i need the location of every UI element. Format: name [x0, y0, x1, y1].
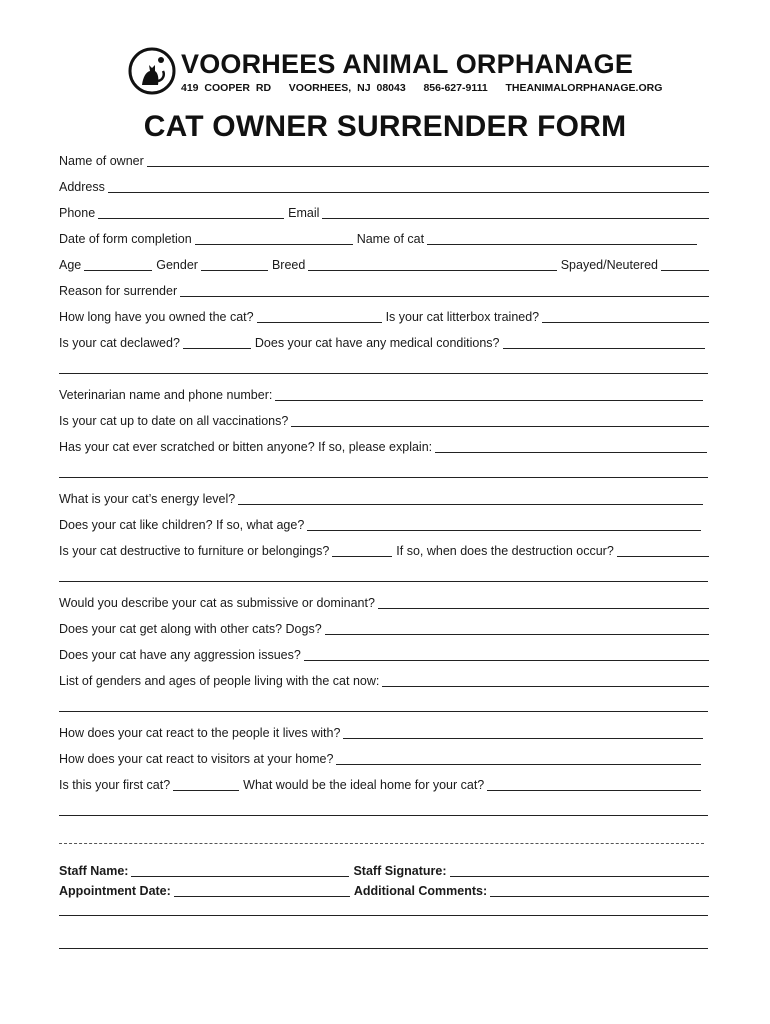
- aggression-label: Does your cat have any aggression issues?: [59, 648, 301, 662]
- date-catname-row: [59, 229, 709, 247]
- declawed-medical-row: [59, 333, 709, 351]
- children-row: [59, 515, 709, 533]
- first-cat-row: [59, 775, 709, 793]
- people-row: [59, 671, 709, 689]
- scratched-continuation-line[interactable]: [59, 477, 708, 478]
- medical-continuation-line[interactable]: [59, 373, 708, 374]
- medical-field[interactable]: [503, 336, 706, 349]
- comments-continuation-line-1[interactable]: [59, 915, 708, 916]
- age-label: Age: [59, 258, 82, 272]
- reason-field[interactable]: [180, 284, 709, 297]
- staff-section-separator: [59, 843, 704, 844]
- age-gender-breed-row: [59, 255, 709, 273]
- destructive-field[interactable]: [332, 544, 392, 557]
- address-field[interactable]: [108, 180, 709, 193]
- staff-name-field[interactable]: [131, 864, 349, 877]
- gender-field[interactable]: [201, 258, 268, 271]
- first-cat-label: Is this your first cat?: [59, 778, 171, 792]
- age-field[interactable]: [84, 258, 152, 271]
- react-people-row: [59, 723, 709, 741]
- vet-field[interactable]: [275, 388, 703, 401]
- destructive-continuation-line[interactable]: [59, 581, 708, 582]
- submissive-label: Would you describe your cat as submissive or dominant?: [59, 596, 375, 610]
- energy-row: [59, 489, 709, 507]
- declawed-field[interactable]: [183, 336, 251, 349]
- ownership-litterbox-row: [59, 307, 709, 325]
- medical-label: Does your cat have any medical conditions?: [254, 336, 500, 350]
- additional-comments-label: Additional Comments:: [353, 884, 488, 898]
- breed-field[interactable]: [308, 258, 556, 271]
- staff-row-1: [59, 861, 709, 879]
- how-long-label: How long have you owned the cat?: [59, 310, 254, 324]
- additional-comments-field[interactable]: [490, 884, 709, 897]
- phone-field[interactable]: [98, 206, 284, 219]
- phone-email-row: [59, 203, 709, 221]
- staff-name-label: Staff Name:: [59, 864, 129, 878]
- energy-label: What is your cat’s energy level?: [59, 492, 236, 506]
- other-pets-row: [59, 619, 709, 637]
- destructive-row: [59, 541, 709, 559]
- litterbox-label: Is your cat litterbox trained?: [385, 310, 540, 324]
- ideal-home-field[interactable]: [487, 778, 701, 791]
- form-title: CAT OWNER SURRENDER FORM: [143, 110, 627, 143]
- submissive-field[interactable]: [378, 596, 709, 609]
- organization-contact-line: [181, 81, 662, 95]
- date-completed-label: Date of form completion: [59, 232, 192, 246]
- vaccinations-field[interactable]: [291, 414, 709, 427]
- cat-name-label: Name of cat: [356, 232, 425, 246]
- people-field[interactable]: [382, 674, 709, 687]
- staff-row-2: [59, 881, 709, 899]
- react-visitors-field[interactable]: [336, 752, 701, 765]
- energy-field[interactable]: [238, 492, 703, 505]
- vet-label: Veterinarian name and phone number:: [59, 388, 273, 402]
- people-label: List of genders and ages of people living with the cat now:: [59, 674, 380, 688]
- react-people-label: How does your cat react to the people it lives with?: [59, 726, 341, 740]
- children-field[interactable]: [307, 518, 701, 531]
- organization-name: VOORHEES ANIMAL ORPHANAGE: [181, 49, 634, 79]
- org-address: 419 COOPER RD: [181, 82, 272, 94]
- phone-label: Phone: [59, 206, 96, 220]
- first-cat-field[interactable]: [173, 778, 239, 791]
- address-label: Address: [59, 180, 105, 194]
- vet-row: [59, 385, 709, 403]
- submissive-row: [59, 593, 709, 611]
- children-label: Does your cat like children? If so, what age?: [59, 518, 305, 532]
- vaccinations-label: Is your cat up to date on all vaccinations?: [59, 414, 289, 428]
- appointment-date-label: Appointment Date:: [59, 884, 171, 898]
- other-pets-field[interactable]: [325, 622, 709, 635]
- vaccinations-row: [59, 411, 709, 429]
- ideal-home-continuation-line[interactable]: [59, 815, 708, 816]
- cat-name-field[interactable]: [427, 232, 697, 245]
- spayed-label: Spayed/Neutered: [560, 258, 658, 272]
- people-continuation-line[interactable]: [59, 711, 708, 712]
- staff-signature-label: Staff Signature:: [353, 864, 447, 878]
- destruction-when-label: If so, when does the destruction occur?: [396, 544, 614, 558]
- org-city: VOORHEES, NJ 08043: [288, 82, 406, 94]
- appointment-date-field[interactable]: [174, 884, 350, 897]
- scratched-label: Has your cat ever scratched or bitten anyone? If so, please explain:: [59, 440, 433, 454]
- date-completed-field[interactable]: [195, 232, 353, 245]
- reason-row: [59, 281, 709, 299]
- other-pets-label: Does your cat get along with other cats? Dogs?: [59, 622, 322, 636]
- owner-name-field[interactable]: [147, 154, 709, 167]
- destructive-label: Is your cat destructive to furniture or belongings?: [59, 544, 330, 558]
- aggression-row: [59, 645, 709, 663]
- email-label: Email: [288, 206, 320, 220]
- comments-continuation-line-2[interactable]: [59, 948, 708, 949]
- owner-name-row: [59, 151, 709, 169]
- owner-name-label: Name of owner: [59, 154, 144, 168]
- destruction-when-field[interactable]: [617, 544, 709, 557]
- litterbox-field[interactable]: [542, 310, 709, 323]
- react-visitors-row: [59, 749, 709, 767]
- scratched-field[interactable]: [435, 440, 707, 453]
- address-row: [59, 177, 709, 195]
- org-phone: 856-627-9111: [423, 82, 488, 94]
- spayed-field[interactable]: [661, 258, 709, 271]
- ideal-home-label: What would be the ideal home for your cat?: [243, 778, 485, 792]
- declawed-label: Is your cat declawed?: [59, 336, 180, 350]
- reason-label: Reason for surrender: [59, 284, 178, 298]
- scratched-row: [59, 437, 709, 455]
- gender-label: Gender: [156, 258, 198, 272]
- org-website: THEANIMALORPHANAGE.ORG: [505, 82, 663, 94]
- staff-signature-field[interactable]: [450, 864, 709, 877]
- react-visitors-label: How does your cat react to visitors at your home?: [59, 752, 334, 766]
- how-long-field[interactable]: [257, 310, 382, 323]
- react-people-field[interactable]: [343, 726, 703, 739]
- email-field[interactable]: [322, 206, 709, 219]
- breed-label: Breed: [271, 258, 306, 272]
- aggression-field[interactable]: [304, 648, 709, 661]
- cat-in-circle-logo-icon: [128, 47, 176, 95]
